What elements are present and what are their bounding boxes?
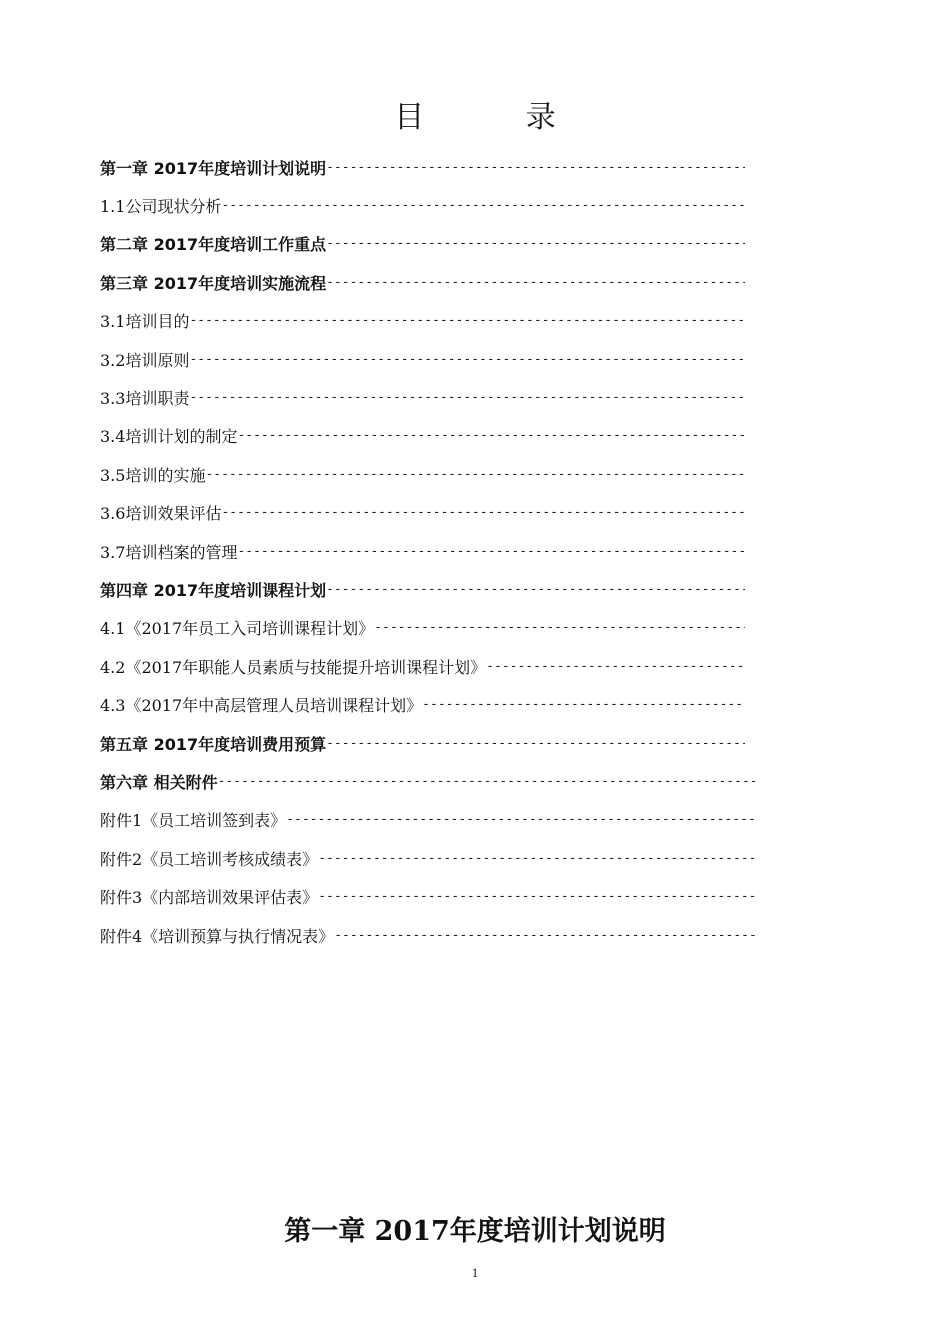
toc-leader [237, 428, 745, 443]
toc-entry[interactable] [100, 877, 755, 915]
toc-entry[interactable] [100, 570, 745, 608]
toc-leader [486, 659, 745, 674]
toc-entry-label: 附件2《员工培训考核成绩表》 [100, 849, 319, 869]
toc-entry[interactable] [100, 417, 745, 455]
toc-entry-label: 第六章 相关附件 [100, 772, 218, 792]
toc-entry[interactable] [100, 916, 755, 954]
toc-leader [189, 313, 745, 328]
toc-leader [326, 582, 745, 597]
toc-entry-label: 第四章 2017年度培训课程计划 [100, 580, 327, 600]
toc-entry-label: 第一章 2017年度培训计划说明 [100, 158, 327, 178]
toc-leader [326, 275, 745, 290]
toc-entry-label: 3.7培训档案的管理 [100, 542, 238, 562]
toc-entry[interactable] [100, 263, 745, 301]
toc-entry[interactable] [100, 148, 745, 186]
toc-leader [189, 352, 745, 367]
toc-leader [221, 505, 745, 520]
toc-entry[interactable] [100, 186, 745, 224]
table-of-contents [100, 148, 760, 954]
toc-entry-label: 附件3《内部培训效果评估表》 [100, 888, 319, 908]
toc-entry[interactable] [100, 225, 745, 263]
toc-leader [218, 774, 755, 789]
toc-entry[interactable] [100, 378, 745, 416]
toc-leader [318, 851, 755, 866]
toc-entry[interactable] [100, 647, 745, 685]
toc-leader [374, 620, 745, 635]
chapter-heading: 第一章 2017年度培训计划说明 [284, 1216, 666, 1247]
toc-entry-label: 3.2培训原则 [100, 350, 190, 370]
toc-leader [326, 160, 745, 175]
toc-leader [286, 812, 755, 827]
toc-entry-label: 1.1公司现状分析 [100, 197, 222, 217]
toc-entry-label: 3.4培训计划的制定 [100, 427, 238, 447]
toc-entry[interactable] [100, 724, 745, 762]
toc-entry-label: 4.2《2017年职能人员素质与技能提升培训课程计划》 [100, 657, 487, 677]
toc-entry[interactable] [100, 685, 745, 723]
toc-entry[interactable] [100, 801, 755, 839]
toc-entry-label: 3.5培训的实施 [100, 465, 206, 485]
toc-leader [422, 697, 745, 712]
toc-entry-label: 第五章 2017年度培训费用预算 [100, 734, 327, 754]
toc-leader [221, 198, 745, 213]
toc-leader [326, 236, 745, 251]
page-number: 1 [471, 1265, 479, 1280]
toc-entry[interactable] [100, 455, 745, 493]
toc-leader [334, 928, 755, 943]
toc-leader [237, 544, 745, 559]
toc-entry-label: 第三章 2017年度培训实施流程 [100, 273, 327, 293]
toc-entry[interactable] [100, 302, 745, 340]
toc-entry[interactable] [100, 340, 745, 378]
toc-entry-label: 3.6培训效果评估 [100, 504, 222, 524]
toc-entry[interactable] [100, 494, 745, 532]
toc-entry[interactable] [100, 839, 755, 877]
toc-entry[interactable] [100, 762, 755, 800]
toc-leader [189, 390, 745, 405]
toc-entry-label: 附件1《员工培训签到表》 [100, 811, 287, 831]
toc-title: 目 录 [394, 100, 602, 135]
toc-entry-label: 附件4《培训预算与执行情况表》 [100, 926, 335, 946]
toc-leader [326, 736, 745, 751]
toc-entry-label: 3.3培训职责 [100, 389, 190, 409]
toc-leader [205, 467, 745, 482]
toc-entry[interactable] [100, 609, 745, 647]
toc-entry-label: 3.1培训目的 [100, 312, 190, 332]
toc-entry[interactable] [100, 532, 745, 570]
toc-leader [318, 889, 755, 904]
toc-entry-label: 第二章 2017年度培训工作重点 [100, 235, 327, 255]
toc-entry-label: 4.1《2017年员工入司培训课程计划》 [100, 619, 375, 639]
toc-entry-label: 4.3《2017年中高层管理人员培训课程计划》 [100, 696, 423, 716]
